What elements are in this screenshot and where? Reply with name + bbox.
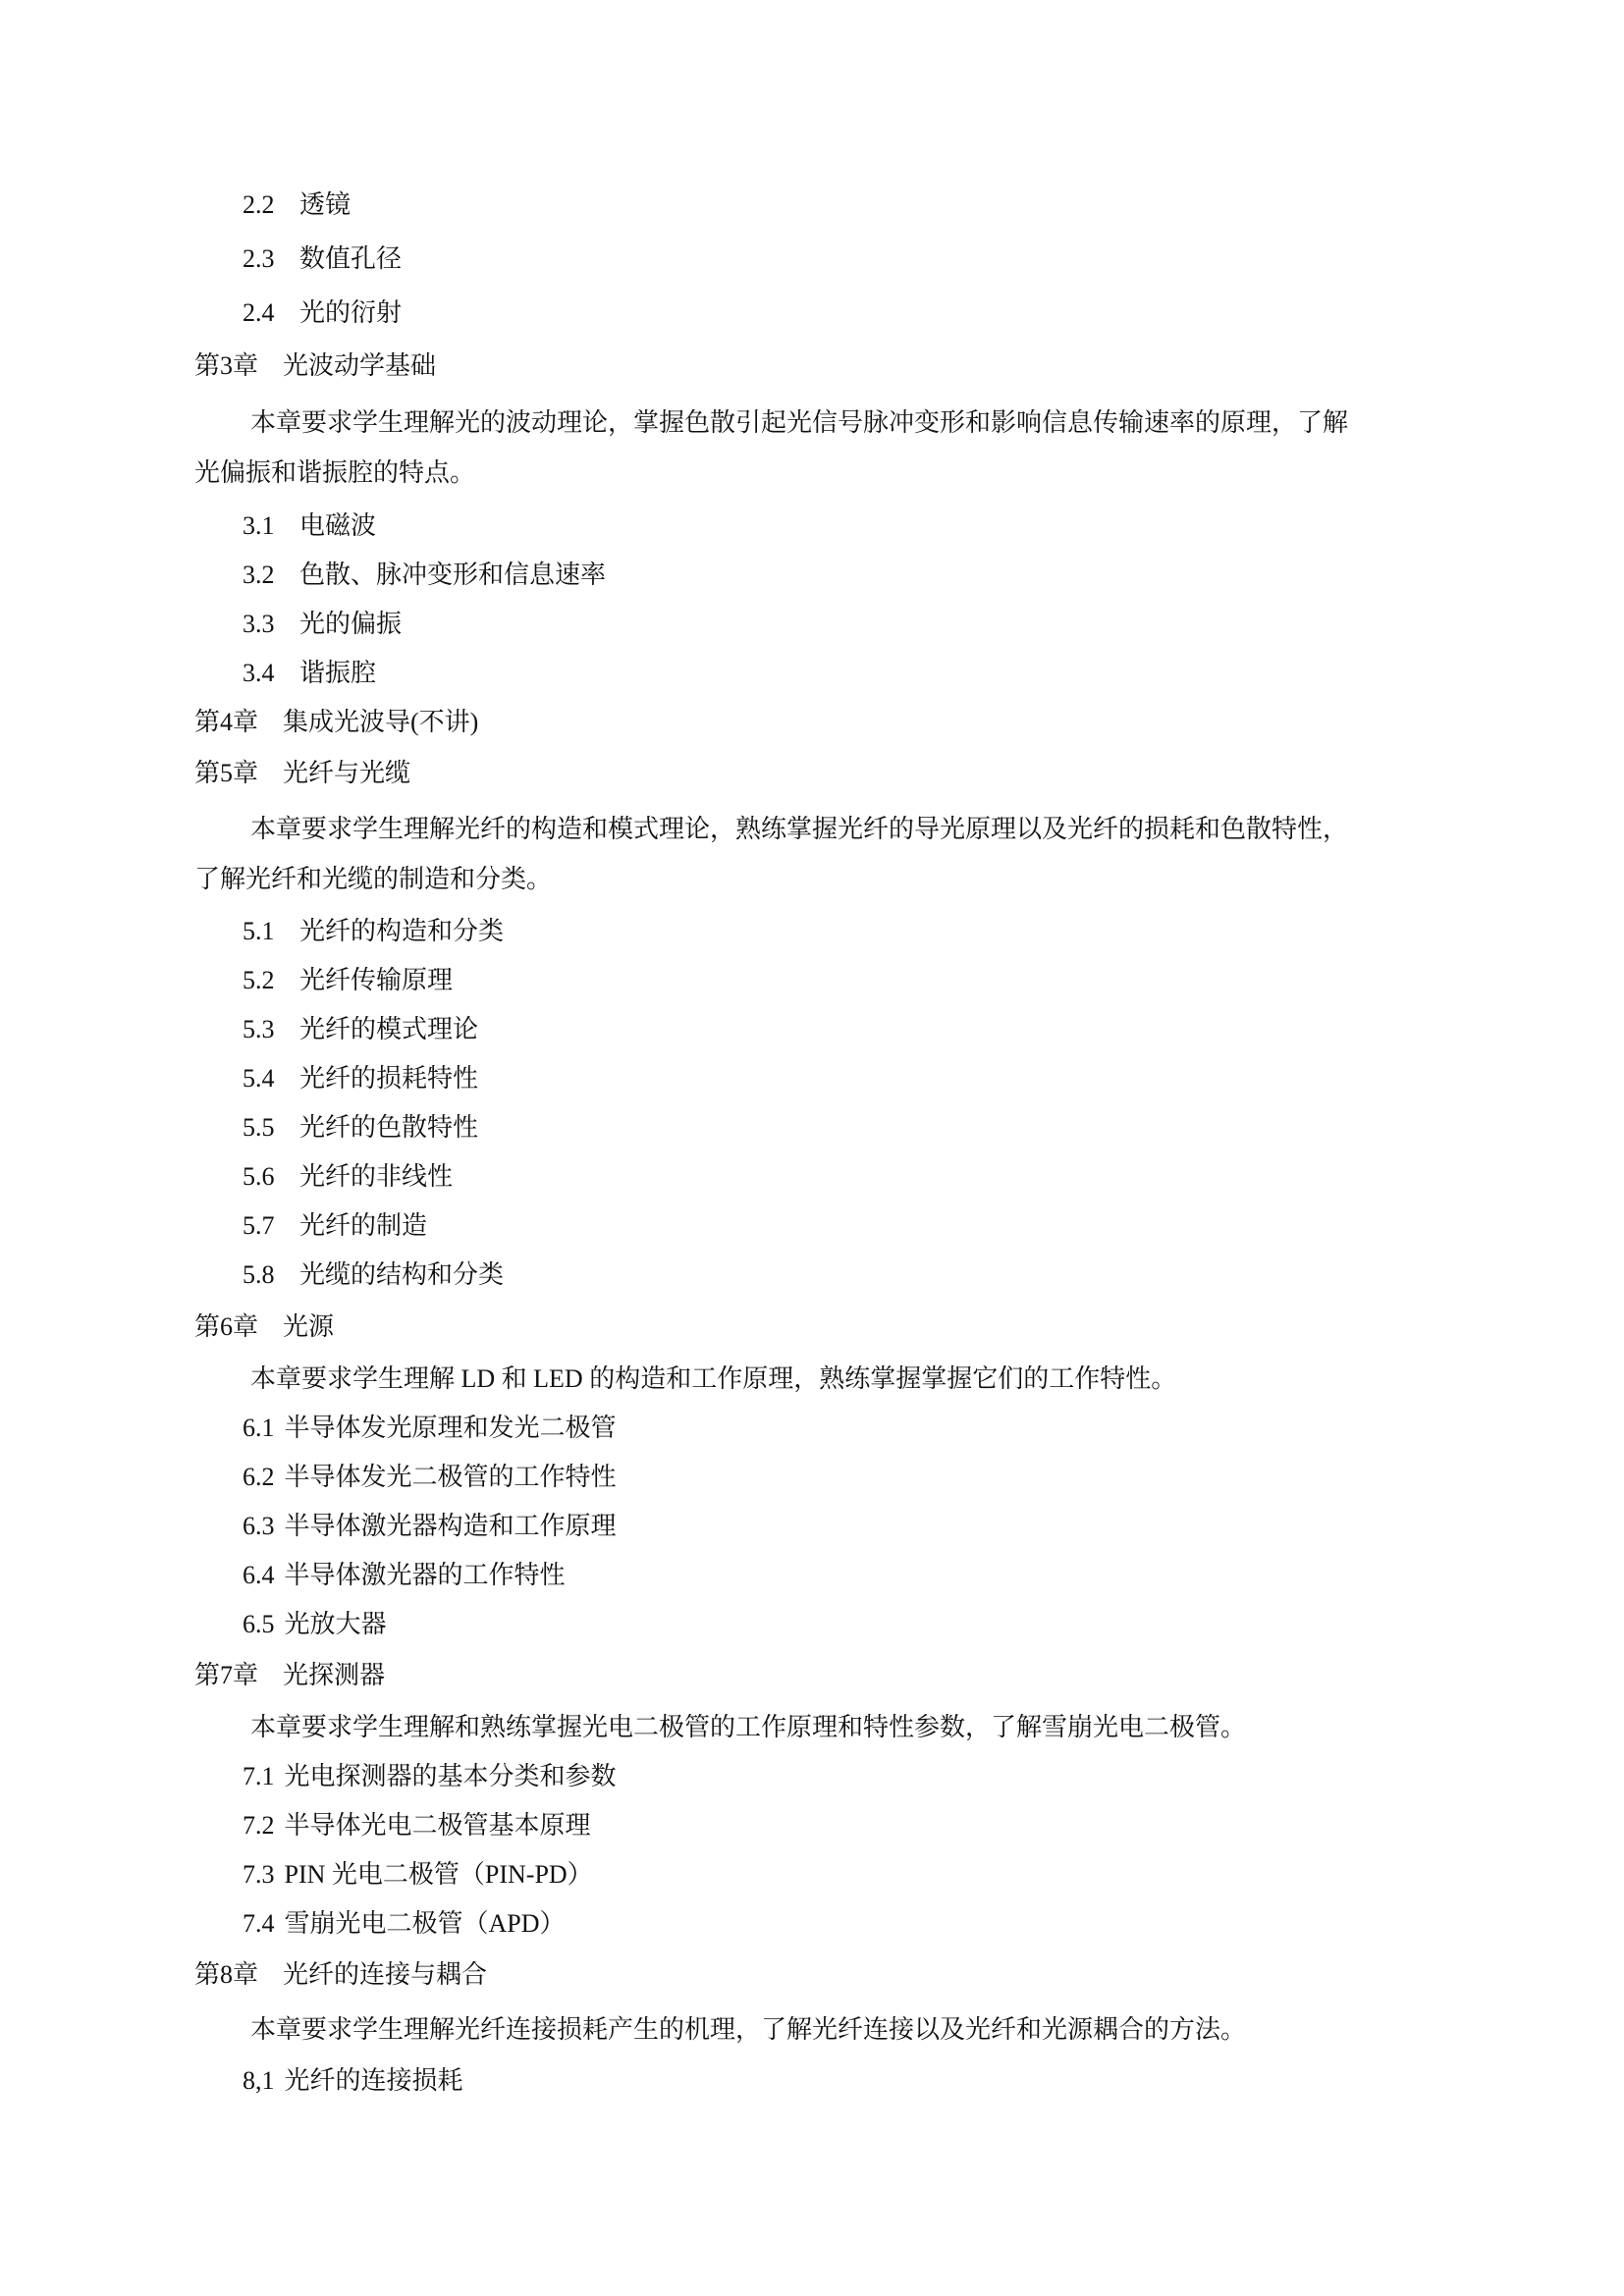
section-title: 谐振腔 bbox=[299, 659, 377, 687]
section-item bbox=[243, 965, 453, 996]
section-item bbox=[243, 1859, 593, 1891]
section-item bbox=[243, 1161, 453, 1193]
section-title: 色散、脉冲变形和信息速率 bbox=[299, 561, 607, 589]
section-title: 光纤的连接损耗 bbox=[284, 2066, 463, 2095]
chapter-description: 本章要求学生理解和熟练掌握光电二极管的工作原理和特性参数，了解雪崩光电二极管。 bbox=[250, 1713, 1247, 1741]
chapter-description: 本章要求学生理解光纤的构造和模式理论，熟练掌握光纤的导光原理以及光纤的损耗和色散特性， bbox=[250, 815, 1349, 843]
section-title: 数值孔径 bbox=[299, 244, 403, 273]
chapter-title: 光纤与光缆 bbox=[283, 759, 411, 787]
section-item bbox=[243, 560, 606, 591]
section-title: 半导体激光器构造和工作原理 bbox=[284, 1512, 617, 1540]
section-item bbox=[243, 1560, 566, 1591]
section-number: 6.1 bbox=[243, 1414, 275, 1442]
chapter-heading bbox=[194, 707, 478, 738]
section-title: 光纤的色散特性 bbox=[299, 1113, 479, 1142]
section-item bbox=[243, 189, 351, 221]
chapter-title: 光波动学基础 bbox=[283, 351, 437, 380]
section-title: 光纤的构造和分类 bbox=[299, 917, 505, 945]
section-title: 光纤的非线性 bbox=[299, 1162, 454, 1191]
section-title: 电磁波 bbox=[299, 511, 377, 540]
section-title: 半导体发光二极管的工作特性 bbox=[284, 1463, 617, 1491]
section-number: 5.6 bbox=[243, 1162, 275, 1191]
chapter-number: 第3章 bbox=[194, 351, 259, 380]
chapter-title: 光纤的连接与耦合 bbox=[283, 1960, 488, 1989]
chapter-number: 第6章 bbox=[194, 1312, 259, 1341]
section-item bbox=[243, 297, 402, 329]
section-title: 半导体发光原理和发光二极管 bbox=[284, 1414, 617, 1442]
section-item bbox=[243, 1908, 566, 1940]
section-item bbox=[243, 1210, 427, 1242]
chapter-heading bbox=[194, 1959, 487, 1991]
section-title: 光的偏振 bbox=[299, 610, 403, 638]
section-item bbox=[243, 1413, 617, 1444]
chapter-number: 第5章 bbox=[194, 759, 259, 787]
section-item bbox=[243, 658, 376, 689]
section-number: 5.2 bbox=[243, 966, 275, 994]
section-title: 光纤传输原理 bbox=[299, 966, 454, 994]
section-item bbox=[243, 1462, 617, 1493]
section-number: 8,1 bbox=[243, 2066, 275, 2095]
section-item bbox=[243, 1014, 478, 1045]
section-item bbox=[243, 1810, 591, 1842]
section-number: 5.1 bbox=[243, 917, 275, 945]
section-item bbox=[243, 609, 402, 640]
section-number: 7.4 bbox=[243, 1909, 275, 1938]
chapter-description: 本章要求学生理解光的波动理论，掌握色散引起光信号脉冲变形和影响信息传输速率的原理，了解 bbox=[250, 408, 1349, 437]
section-title: 光纤的模式理论 bbox=[299, 1015, 479, 1043]
section-item bbox=[243, 1609, 387, 1640]
chapter-heading bbox=[194, 1311, 334, 1343]
chapter-description: 本章要求学生理解 LD 和 LED 的构造和工作原理，熟练掌握掌握它们的工作特性。 bbox=[250, 1364, 1177, 1393]
section-number: 5.8 bbox=[243, 1260, 275, 1289]
section-item bbox=[243, 1259, 504, 1291]
section-number: 6.2 bbox=[243, 1463, 275, 1491]
section-number: 7.2 bbox=[243, 1811, 275, 1840]
section-number: 7.3 bbox=[243, 1860, 275, 1889]
section-number: 6.4 bbox=[243, 1561, 275, 1589]
chapter-title: 集成光波导(不讲) bbox=[283, 708, 479, 736]
section-title: 光纤的制造 bbox=[299, 1211, 428, 1240]
section-title: 光的衍射 bbox=[299, 298, 403, 327]
section-number: 3.1 bbox=[243, 511, 275, 540]
section-item bbox=[243, 1063, 478, 1095]
section-item bbox=[243, 1511, 617, 1542]
section-item bbox=[243, 1112, 478, 1144]
section-number: 2.3 bbox=[243, 244, 275, 273]
chapter-number: 第4章 bbox=[194, 708, 259, 736]
section-title: 光放大器 bbox=[284, 1610, 387, 1638]
section-item bbox=[243, 916, 504, 947]
section-number: 2.2 bbox=[243, 190, 275, 219]
section-title: PIN 光电二极管（PIN-PD） bbox=[284, 1860, 593, 1889]
chapter-heading bbox=[194, 1660, 385, 1691]
chapter-title: 光源 bbox=[283, 1312, 335, 1341]
chapter-description: 本章要求学生理解光纤连接损耗产生的机理，了解光纤连接以及光纤和光源耦合的方法。 bbox=[250, 2015, 1247, 2044]
section-number: 6.5 bbox=[243, 1610, 275, 1638]
section-item bbox=[243, 243, 402, 275]
chapter-description-continued: 了解光纤和光缆的制造和分类。 bbox=[194, 865, 553, 893]
section-number: 5.5 bbox=[243, 1113, 275, 1142]
chapter-description-continued: 光偏振和谐振腔的特点。 bbox=[194, 458, 476, 487]
section-number: 6.3 bbox=[243, 1512, 275, 1540]
section-number: 3.2 bbox=[243, 561, 275, 589]
chapter-number: 第8章 bbox=[194, 1960, 259, 1989]
section-number: 2.4 bbox=[243, 298, 275, 327]
section-title: 光电探测器的基本分类和参数 bbox=[284, 1762, 617, 1790]
section-item bbox=[243, 1761, 617, 1792]
section-title: 半导体光电二极管基本原理 bbox=[284, 1811, 591, 1840]
section-number: 5.3 bbox=[243, 1015, 275, 1043]
section-item bbox=[243, 510, 376, 542]
section-number: 7.1 bbox=[243, 1762, 275, 1790]
chapter-number: 第7章 bbox=[194, 1661, 259, 1689]
section-title: 雪崩光电二极管（APD） bbox=[284, 1909, 566, 1938]
section-title: 透镜 bbox=[299, 190, 352, 219]
section-number: 3.3 bbox=[243, 610, 275, 638]
chapter-heading bbox=[194, 758, 410, 789]
section-number: 5.7 bbox=[243, 1211, 275, 1240]
section-title: 光缆的结构和分类 bbox=[299, 1260, 505, 1289]
section-item bbox=[243, 2065, 463, 2097]
chapter-heading bbox=[194, 350, 436, 382]
chapter-title: 光探测器 bbox=[283, 1661, 386, 1689]
section-title: 半导体激光器的工作特性 bbox=[284, 1561, 566, 1589]
section-number: 5.4 bbox=[243, 1064, 275, 1093]
section-title: 光纤的损耗特性 bbox=[299, 1064, 479, 1093]
section-number: 3.4 bbox=[243, 659, 275, 687]
